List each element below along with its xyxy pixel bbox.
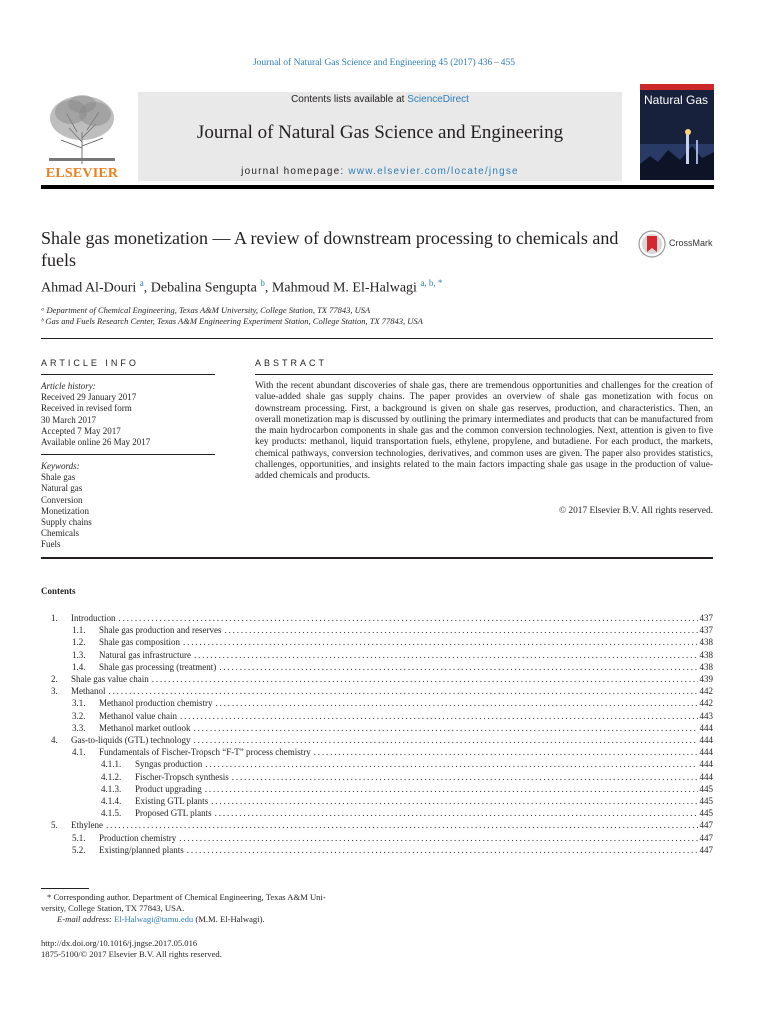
- toc-label: Fischer-Tropsch synthesis: [135, 771, 229, 782]
- affiliation-a: ᵃ Department of Chemical Engineering, Texas A&M University, College Station, TX 77843, USA: [41, 305, 371, 315]
- toc-number: 1.4.: [72, 661, 86, 672]
- toc-entry[interactable]: [41, 650, 713, 662]
- toc-entry[interactable]: [41, 833, 713, 845]
- toc-number: 3.3.: [72, 722, 86, 733]
- doi-link[interactable]: http://dx.doi.org/10.1016/j.jngse.2017.05.016: [41, 938, 198, 948]
- toc-entry[interactable]: [41, 686, 713, 698]
- header-rule: [41, 185, 714, 189]
- toc-leader-dots: [219, 662, 697, 672]
- toc-number: 4.1.: [72, 747, 86, 758]
- toc-label: Methanol: [71, 686, 106, 697]
- toc-leader-dots: [152, 674, 698, 684]
- section-rule: [41, 557, 713, 559]
- toc-leader-dots: [187, 845, 698, 855]
- author-affil-ref[interactable]: b: [260, 278, 265, 288]
- toc-leader-dots: [179, 833, 697, 843]
- keyword: Supply chains: [41, 517, 92, 528]
- toc-page-number: 437: [699, 613, 713, 623]
- toc-label: Product upgrading: [135, 783, 202, 794]
- toc-number: 4.1.3.: [101, 783, 122, 794]
- toc-label: Natural gas infrastructure: [99, 649, 191, 660]
- issn-line: 1875-5100/© 2017 Elsevier B.V. All rights reserved.: [41, 949, 222, 959]
- keyword: Monetization: [41, 505, 89, 516]
- toc-page-number: 447: [699, 832, 713, 843]
- toc-page-number: 444: [699, 759, 713, 770]
- toc-leader-dots: [193, 735, 697, 745]
- toc-number: 4.1.4.: [101, 796, 122, 806]
- toc-entry[interactable]: [41, 759, 713, 771]
- article-title: Shale gas monetization — A review of downstream processing to chemicals and fuels: [41, 228, 619, 270]
- info-rule: [41, 454, 215, 455]
- toc-entry[interactable]: [41, 637, 713, 649]
- toc-page-number: 438: [699, 649, 713, 660]
- toc-label: Introduction: [71, 613, 116, 623]
- toc-leader-dots: [180, 711, 698, 721]
- section-rule: [41, 338, 713, 339]
- toc-entry[interactable]: [41, 735, 713, 747]
- author-affil-ref[interactable]: a: [139, 278, 144, 288]
- journal-cover-image: [640, 84, 714, 180]
- toc-entry[interactable]: [41, 613, 713, 625]
- toc-number: 5.1.: [72, 832, 86, 843]
- toc-page-number: 445: [699, 783, 713, 794]
- toc-leader-dots: [193, 723, 697, 733]
- corresponding-author-line: * Corresponding author. Department of Chemical Engineering, Texas A&M Uni-: [47, 892, 326, 902]
- author-affil-ref[interactable]: a, b, *: [420, 278, 443, 288]
- toc-entry[interactable]: [41, 747, 713, 759]
- sciencedirect-link[interactable]: ScienceDirect: [407, 94, 469, 105]
- toc-number: 3.1.: [72, 698, 86, 709]
- journal-citation[interactable]: Journal of Natural Gas Science and Engineering 45 (2017) 436 – 455: [252, 58, 516, 68]
- abstract-copyright: © 2017 Elsevier B.V. All rights reserved.: [558, 506, 713, 516]
- corresponding-author-line: versity, College Station, TX 77843, USA.: [41, 903, 185, 913]
- toc-number: 4.1.1.: [101, 759, 122, 770]
- toc-leader-dots: [215, 698, 697, 708]
- toc-number: 3.: [51, 686, 58, 697]
- affiliation-b: ᵇ Gas and Fuels Research Center, Texas A&M Engineering Experiment Station, College Station, TX 77843, USA: [41, 316, 423, 326]
- toc-number: 4.1.2.: [101, 771, 122, 782]
- toc-entry[interactable]: [41, 625, 713, 637]
- author-name: Debalina Sengupta: [150, 280, 257, 296]
- toc-leader-dots: [205, 784, 698, 794]
- toc-page-number: 447: [699, 844, 713, 855]
- history-item: Accepted 7 May 2017: [41, 425, 121, 436]
- toc-number: 1.2.: [72, 637, 86, 648]
- contents-available: Contents lists available at ScienceDirect: [291, 94, 469, 105]
- journal-title: Journal of Natural Gas Science and Engineering: [196, 122, 564, 143]
- toc-number: 5.: [51, 820, 58, 831]
- author-name: Mahmoud M. El-Halwagi: [271, 280, 417, 296]
- toc-page-number: 438: [699, 637, 713, 648]
- toc-leader-dots: [183, 637, 698, 647]
- history-item: Received 29 January 2017: [41, 392, 137, 403]
- toc-leader-dots: [224, 625, 697, 635]
- crossmark-label: CrossMark: [669, 238, 713, 248]
- toc-page-number: 438: [699, 661, 713, 672]
- toc-label: Production chemistry: [99, 832, 177, 843]
- journal-homepage: journal homepage: www.elsevier.com/locate/jngse: [241, 166, 519, 177]
- toc-page-number: 443: [699, 710, 713, 721]
- toc-label: Existing GTL plants: [135, 796, 209, 806]
- email-link[interactable]: El-Halwagi@tamu.edu: [113, 914, 194, 924]
- keywords: [41, 461, 215, 551]
- toc-label: Syngas production: [135, 759, 203, 770]
- toc-label: Shale gas value chain: [71, 674, 149, 684]
- toc-entry[interactable]: [41, 845, 713, 857]
- keyword: Shale gas: [41, 472, 76, 483]
- contents-heading: Contents: [41, 586, 76, 596]
- history-item: Received in revised form: [41, 403, 132, 414]
- toc-leader-dots: [106, 820, 698, 830]
- toc-label: Methanol market outlook: [99, 722, 191, 733]
- toc-label: Gas-to-liquids (GTL) technology: [71, 735, 191, 745]
- toc-number: 5.2.: [72, 844, 86, 855]
- article-history: [41, 381, 215, 448]
- toc-leader-dots: [109, 686, 698, 696]
- toc-entry[interactable]: [41, 723, 713, 735]
- toc-leader-dots: [194, 650, 698, 660]
- toc-entry[interactable]: [41, 784, 713, 796]
- email-line: E-mail address: El-Halwagi@tamu.edu (M.M. El-Halwagi).: [57, 914, 265, 924]
- toc-page-number: 444: [699, 735, 713, 745]
- toc-number: 4.1.5.: [101, 808, 122, 819]
- toc-entry[interactable]: [41, 674, 713, 686]
- toc-leader-dots: [119, 613, 698, 623]
- toc-page-number: 442: [699, 686, 713, 697]
- info-rule: [41, 374, 215, 375]
- toc-label: Shale gas production and reserves: [99, 625, 222, 636]
- toc-leader-dots: [215, 808, 698, 818]
- homepage-link[interactable]: www.elsevier.com/locate/jngse: [348, 166, 519, 177]
- abstract-heading: ABSTRACT: [255, 358, 328, 368]
- crossmark-badge[interactable]: [638, 230, 718, 258]
- toc-number: 2.: [51, 674, 58, 684]
- cover-title: Natural Gas: [644, 93, 709, 107]
- history-label: Article history:: [41, 381, 96, 391]
- toc-leader-dots: [211, 796, 697, 806]
- history-item: 30 March 2017: [41, 414, 96, 425]
- toc-page-number: 444: [699, 722, 713, 733]
- toc-page-number: 439: [699, 674, 713, 684]
- toc-leader-dots: [314, 747, 698, 757]
- toc-entry[interactable]: [41, 698, 713, 710]
- toc-entry[interactable]: [41, 772, 713, 784]
- toc-entry[interactable]: [41, 808, 713, 820]
- toc-entry[interactable]: [41, 711, 713, 723]
- toc-label: Methanol production chemistry: [99, 698, 213, 709]
- keywords-label: Keywords:: [41, 461, 80, 471]
- toc-page-number: 444: [699, 747, 713, 758]
- toc-label: Shale gas processing (treatment): [99, 661, 217, 672]
- footnote-rule: [41, 888, 89, 889]
- keyword: Chemicals: [41, 528, 79, 539]
- toc-page-number: 437: [699, 625, 713, 636]
- history-item: Available online 26 May 2017: [41, 437, 151, 448]
- abstract-rule: [255, 374, 713, 375]
- article-info-heading: ARTICLE INFO: [41, 358, 139, 368]
- keyword: Fuels: [41, 539, 61, 550]
- toc-label: Existing/planned plants: [99, 844, 184, 855]
- toc-entry[interactable]: [41, 662, 713, 674]
- toc-number: 1.3.: [72, 649, 86, 660]
- keyword: Natural gas: [41, 483, 83, 494]
- toc-label: Fundamentals of Fischer-Tropsch “F-T” process chemistry: [99, 747, 311, 758]
- toc-page-number: 447: [699, 820, 713, 831]
- toc-page-number: 445: [699, 808, 713, 819]
- toc-label: Ethylene: [71, 820, 103, 831]
- keyword: Conversion: [41, 494, 83, 505]
- abstract-text: With the recent abundant discoveries of shale gas, there are tremendous opportunities and challenges for the creation of value-added shale gas supply chains. The paper provides an overview of shale gas monetization with focus on downstream processing. First, a background is given on shale gas reserves, production, and characteristics. Then, an overall monetization map is discussed by outlining the primary intermediates and products that can be manufactured from the main hydrocarbon components in shale gas and the common conversion technologies. Next, attention is given to five key products: methanol, liquid transportation fuels, ethylene, propylene, and butadiene. For each product, the markets, chemical pathways, conversion technologies, derivatives, and common uses are given. The paper also provides statistics, challenges, opportunities, and insights related to the main factors impacting shale gas usage in the production of value-added chemicals and products.: [255, 381, 713, 482]
- author-name: Ahmad Al-Douri: [41, 280, 137, 296]
- toc-label: Methanol value chain: [99, 710, 177, 721]
- toc-entry[interactable]: [41, 796, 713, 808]
- toc-page-number: 445: [699, 796, 713, 806]
- elsevier-wordmark: ELSEVIER: [45, 166, 119, 181]
- toc-number: 1.1.: [72, 625, 86, 636]
- toc-leader-dots: [232, 772, 698, 782]
- toc-page-number: 442: [699, 698, 713, 709]
- authors: Ahmad Al-Douri $^a$, Debalina Sengupta $^b$, Mahmoud M. El-Halwagi $^{a, b, *}$: [41, 278, 443, 296]
- toc-label: Shale gas composition: [99, 637, 180, 648]
- table-of-contents: [41, 613, 713, 863]
- toc-number: 4.: [51, 735, 58, 745]
- toc-number: 1.: [51, 613, 58, 623]
- toc-page-number: 444: [699, 771, 713, 782]
- toc-label: Proposed GTL plants: [135, 808, 212, 819]
- toc-number: 3.2.: [72, 710, 86, 721]
- toc-leader-dots: [205, 759, 697, 769]
- toc-entry[interactable]: [41, 820, 713, 832]
